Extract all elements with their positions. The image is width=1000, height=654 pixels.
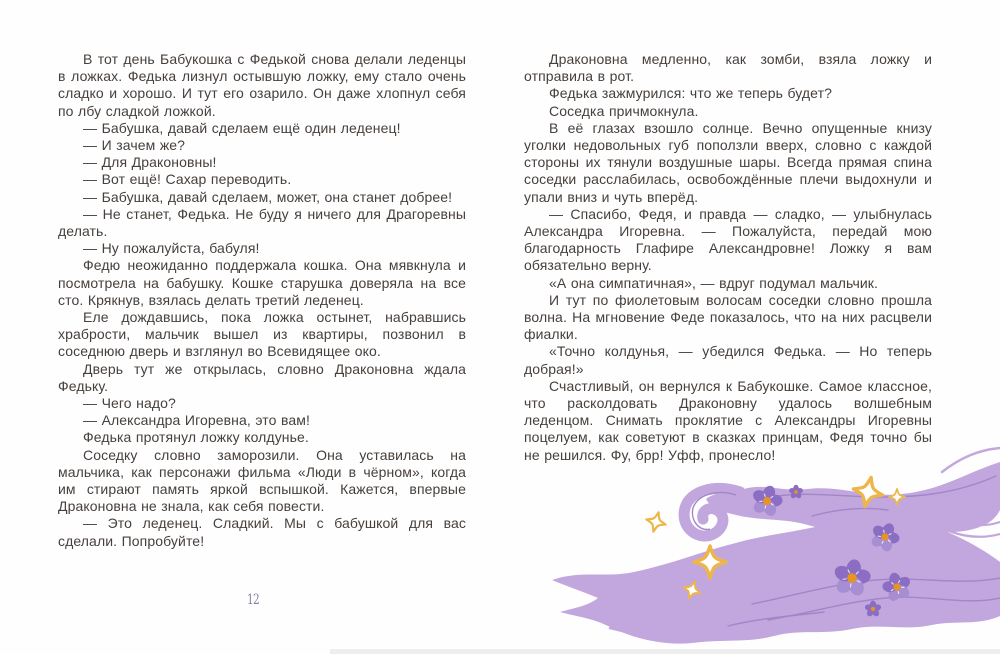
paragraph: В тот день Бабукошка с Федькой снова делали леденцы в ложках. Федька лизнул остывшую ложку, ему стало очень сладко и хорошо. И тут его озарило. Он даже хлопнул себя по лбу сладкой ложкой. (58, 51, 466, 119)
paragraph: «А она симпатичная», — вдруг подумал мальчик. (549, 274, 878, 291)
flower-center-icon (871, 607, 875, 611)
paragraph: Федю неожиданно поддержала кошка. Она мявкнула и посмотрела на бабушку. Кошке старушка доверяла на все сто. Крякнув, взялась делать третий леденец. (58, 257, 466, 308)
paragraph: — Не станет, Федька. Не буду я ничего для Драгоревны делать. (58, 205, 466, 240)
hair-bottom-strand-icon (552, 515, 1000, 644)
paragraph: — Бабушка, давай сделаем ещё один леденец! (83, 119, 401, 136)
paragraph: Счастливый, он вернулся к Бабукошке. Самое классное, что расколдовать Драконовну удалось волшебным леденцом. Снимать проклятие с Александры Игоревны поцелуем, как советуют в сказках принцам, Федя точно бы не решился. Фу, брр! Уфф, пронесло! (524, 377, 932, 463)
paragraph: — Вот ещё! Сахар переводить. (83, 171, 292, 188)
paragraph: — Спасибо, Федя, и правда — сладко, — улыбнулась Александра Игоревна. — Пожалуйста, передай мою благодарность Глафире Александровне! Ложку я вам обязательно верну. (524, 205, 932, 274)
paragraph: Дверь тут же открылась, словно Драконовна ждала Федьку. (58, 360, 466, 394)
page-number: 12 (247, 592, 259, 608)
paragraph: В её глазах взошло солнце. Вечно опущенные книзу уголки недовольных губ поползли вверх, словно с каждой стороны их тянули воздушные шары. Всегда прямая спина соседки расслабилась, освобождённые плечи выдохнули и упали вниз и чуть вперёд. (524, 119, 932, 205)
left-page-text (58, 51, 466, 589)
paragraph: — Ну пожалуйста, бабуля! (83, 240, 260, 257)
paragraph: — Бабушка, давай сделаем, может, она станет добрее! (83, 188, 453, 205)
paragraph: — Чего надо? (83, 395, 176, 412)
hair-illustration (540, 440, 1000, 654)
hair-strands (552, 448, 1000, 644)
paragraph: — И зачем же? (83, 137, 186, 154)
paragraph: Драконовна медленно, как зомби, взяла ложку и отправила в рот. (524, 51, 932, 85)
paragraph: — Для Драконовны! (83, 154, 217, 171)
page-bottom-shadow (330, 649, 1000, 654)
flower-center-icon (794, 490, 798, 494)
paragraph: Федька зажмурился: что же теперь будет? (549, 85, 833, 102)
paragraph: Соседка причмокнула. (549, 102, 699, 119)
sparkle-icon (644, 510, 668, 534)
paragraph: И тут по фиолетовым волосам соседки словно прошла волна. На мгновение Феде показалось, что на них расцвели фиалки. (524, 291, 932, 343)
paragraph: «Точно колдунья, — убедился Федька. — Но теперь добрая!» (524, 343, 932, 377)
paragraph: Еле дождавшись, пока ложка остынет, набравшись храбрости, мальчик вышел из квартиры, позвонил в соседнюю дверь и взглянул во Всевидящее око. (58, 309, 466, 360)
paragraph: Федька протянул ложку колдунье. (83, 429, 309, 446)
paragraph: — Александра Игоревна, это вам! (83, 412, 311, 429)
paragraph: Соседку словно заморозили. Она уставилась на мальчика, как персонажи фильма «Люди в чёрном», когда им стирают память яркой вспышкой. Кажется, впервые Драконовна не знала, как себя повести. (58, 446, 466, 515)
paragraph: — Это леденец. Сладкий. Мы с бабушкой для вас сделали. Попробуйте! (58, 515, 466, 549)
